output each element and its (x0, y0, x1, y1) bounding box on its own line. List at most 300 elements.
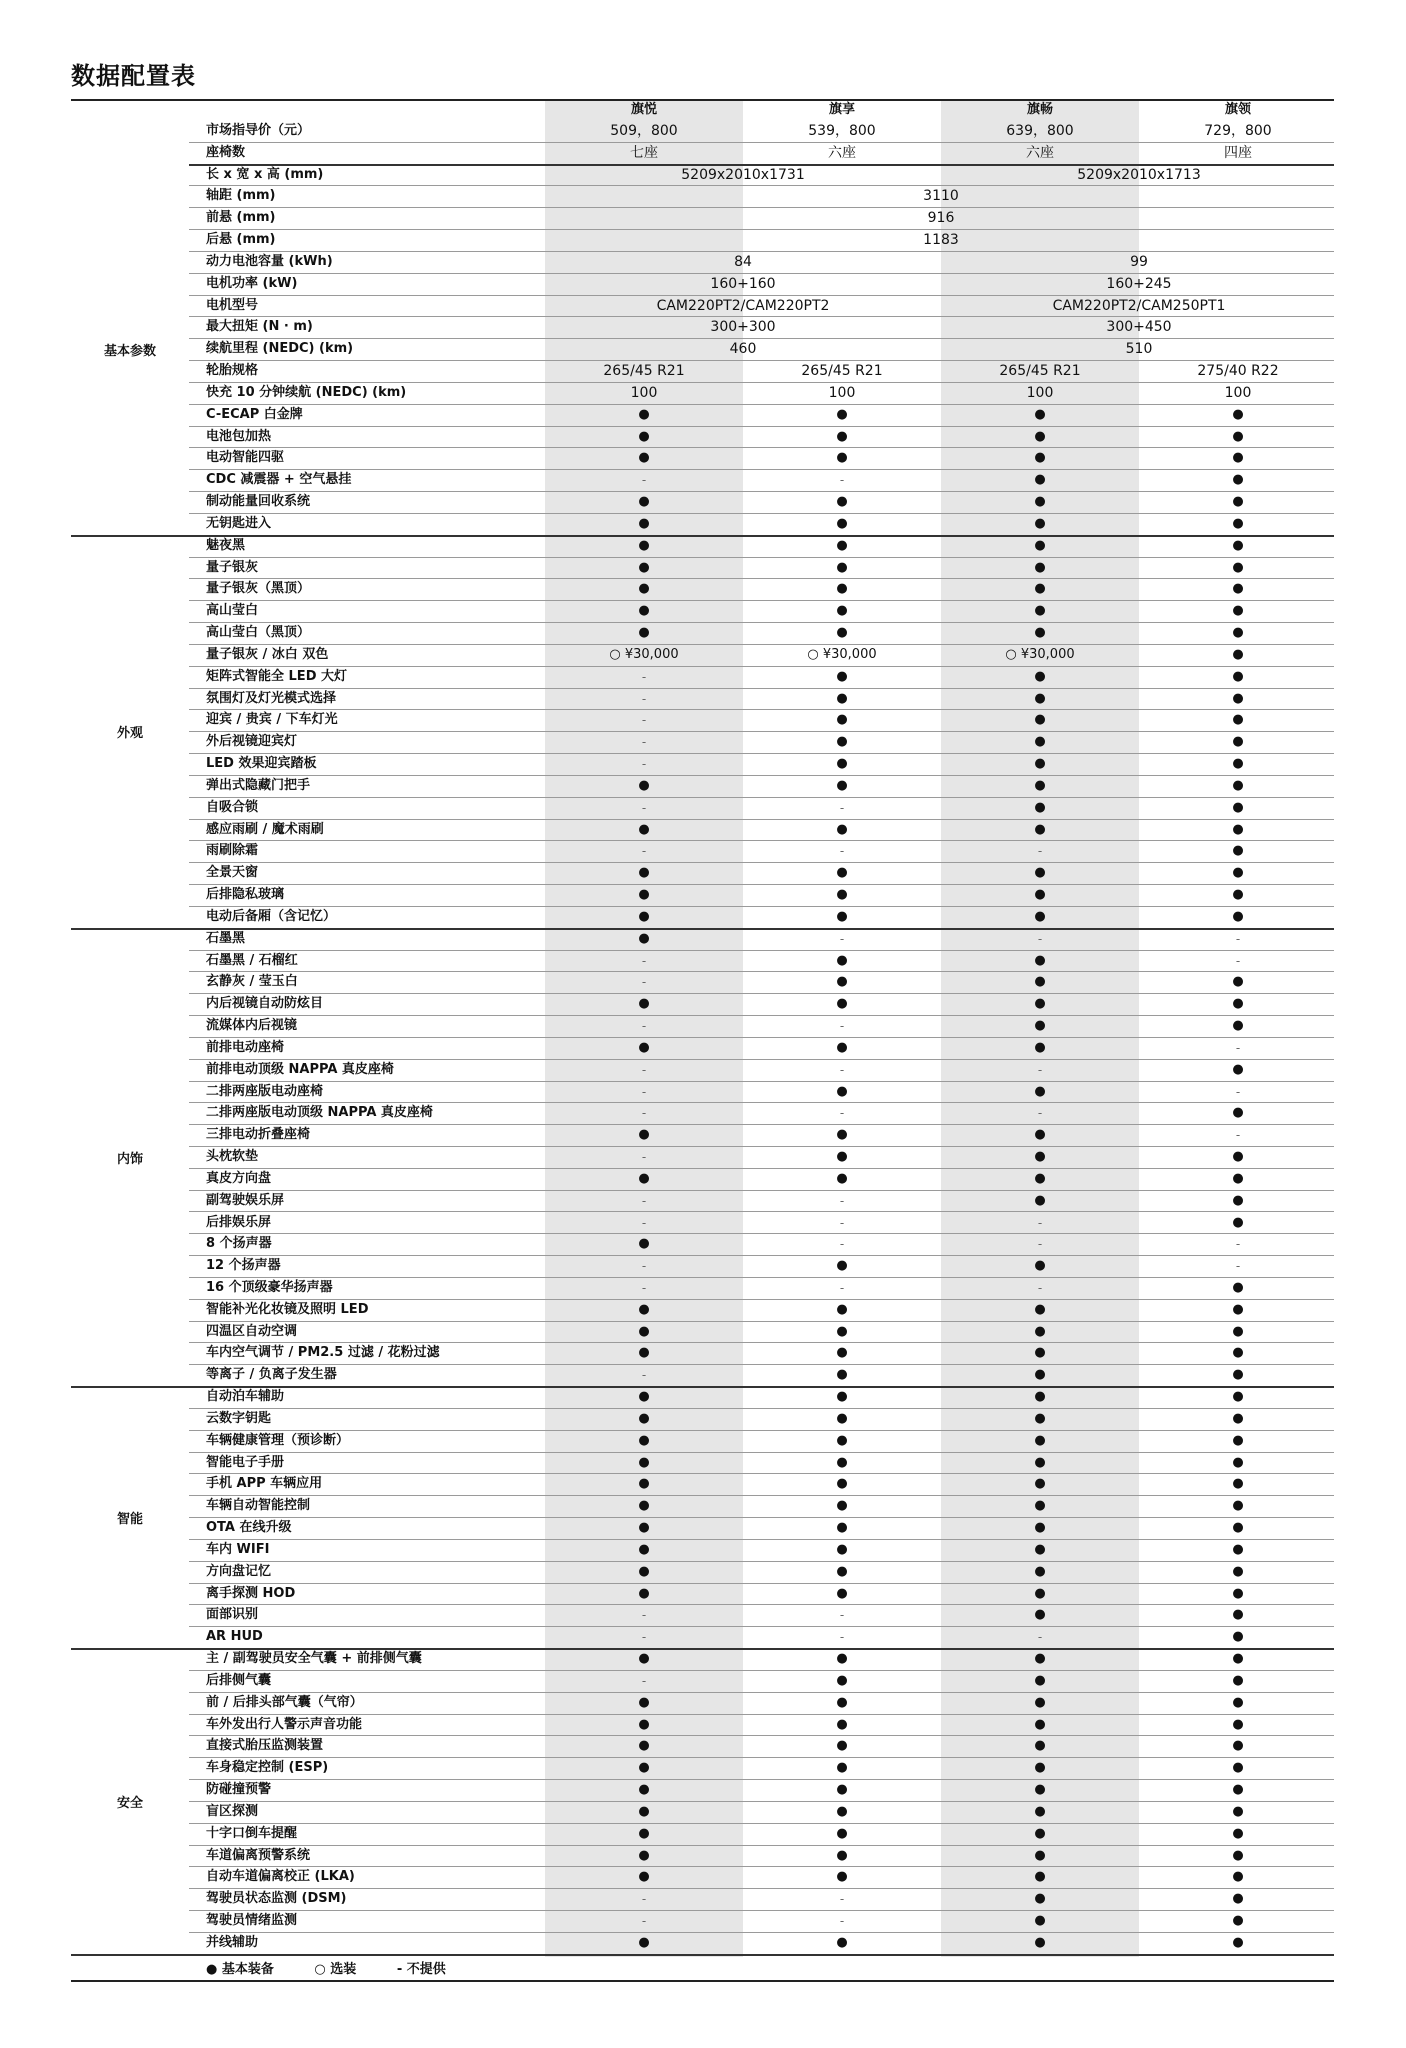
table-row (189, 185, 1334, 208)
row-label: C-ECAP 白金牌 (206, 406, 303, 422)
table-cell: - (641, 1106, 647, 1121)
row-label: 弹出式隐藏门把手 (206, 777, 311, 793)
section-label: 外观 (116, 726, 143, 742)
table-cell: ● (1034, 756, 1046, 772)
row-label: 快充 10 分钟续航 (NEDC) (km) (206, 384, 407, 400)
row-label: 轮胎规格 (206, 363, 259, 379)
table-row (189, 426, 1334, 449)
table-cell: ● (638, 625, 650, 641)
table-cell: 5209x2010x1713 (1077, 166, 1201, 183)
table-cell: - (641, 669, 647, 684)
table-cell: - (641, 473, 647, 488)
table-cell: - (839, 1892, 845, 1907)
table-cell: ● (1034, 1367, 1046, 1383)
table-cell: 639，800 (1006, 123, 1074, 139)
section-label: 基本参数 (103, 344, 156, 360)
table-cell: ● (638, 887, 650, 903)
table-row (189, 1102, 1334, 1125)
row-label: 智能电子手册 (206, 1454, 285, 1470)
table-cell: ● (1034, 1083, 1046, 1099)
table-cell: ● (638, 1323, 650, 1339)
table-cell: ● (1232, 1192, 1244, 1208)
table-row (189, 993, 1334, 1016)
table-cell: ● (1034, 1345, 1046, 1361)
row-label: 无钥匙进入 (206, 515, 272, 531)
table-cell: ● (1034, 1825, 1046, 1841)
table-cell: - (641, 1368, 647, 1383)
table-cell: ● (1232, 646, 1244, 662)
table-cell: 509，800 (610, 123, 678, 139)
table-cell: ● (836, 1454, 848, 1470)
table-row (189, 1233, 1334, 1256)
row-label: 石墨黑 / 石榴红 (206, 952, 298, 968)
table-cell: 六座 (828, 144, 856, 161)
table-cell: ● (1034, 712, 1046, 728)
table-cell: ● (1232, 1607, 1244, 1623)
row-label: 驾驶员状态监测 (DSM) (206, 1891, 347, 1907)
trim-header: 旗畅 (1026, 102, 1053, 117)
table-cell: - (641, 953, 647, 968)
table-cell: ● (836, 559, 848, 575)
table-cell: ● (1034, 1520, 1046, 1536)
legend (206, 1958, 482, 1977)
table-cell: ● (1034, 1913, 1046, 1929)
row-label: 主 / 副驾驶员安全气囊 + 前排侧气囊 (206, 1651, 422, 1667)
table-cell: ● (1232, 1694, 1244, 1710)
row-label: 最大扭矩 (N · m) (206, 319, 313, 335)
table-cell: ● (638, 1410, 650, 1426)
table-row (189, 971, 1334, 994)
table-cell: 300+300 (710, 319, 776, 336)
table-cell: - (641, 713, 647, 728)
table-row (189, 535, 1334, 558)
table-row (189, 1561, 1334, 1584)
table-cell: 99 (1130, 253, 1148, 270)
table-cell: ● (1034, 625, 1046, 641)
table-cell: ● (1034, 1039, 1046, 1055)
table-cell: ● (638, 1738, 650, 1754)
table-cell: ● (1034, 1891, 1046, 1907)
table-cell: ● (1034, 406, 1046, 422)
table-cell: ● (1034, 1563, 1046, 1579)
table-cell: 100 (1026, 384, 1054, 401)
table-cell: ● (1232, 1279, 1244, 1295)
table-cell: ● (638, 1127, 650, 1143)
row-label: 等离子 / 负离子发生器 (206, 1367, 337, 1383)
table-row (189, 360, 1334, 383)
row-label: 市场指导价（元） (206, 123, 311, 138)
table-cell: - (1235, 1084, 1241, 1099)
table-row (189, 207, 1334, 230)
row-label: 后排隐私玻璃 (206, 887, 285, 903)
table-cell: 265/45 R21 (801, 363, 883, 380)
table-cell: ● (1034, 1498, 1046, 1514)
table-cell: - (1037, 1630, 1043, 1645)
legend-optional: ○ 选装 (314, 1962, 357, 1977)
table-cell: ● (836, 428, 848, 444)
table-cell: ● (1034, 1389, 1046, 1405)
table-cell: ● (836, 756, 848, 772)
row-label: 外后视镜迎宾灯 (206, 734, 298, 750)
section-block (71, 1386, 189, 1650)
table-cell: ● (638, 581, 650, 597)
table-cell: ● (1034, 450, 1046, 466)
table-cell: ● (1034, 1476, 1046, 1492)
table-cell: ● (836, 1782, 848, 1798)
table-cell: 1183 (923, 232, 959, 249)
table-cell: - (641, 1062, 647, 1077)
table-cell: ● (836, 1760, 848, 1776)
table-cell: - (641, 691, 647, 706)
table-cell: ● (836, 1651, 848, 1667)
table-cell: ● (1034, 1432, 1046, 1448)
table-cell: - (839, 1062, 845, 1077)
table-cell: 5209x2010x1731 (681, 166, 805, 183)
table-cell: ● (836, 1803, 848, 1819)
section-block (71, 164, 189, 537)
row-label: 盲区探测 (206, 1803, 259, 1819)
table-cell: ● (836, 1672, 848, 1688)
row-label: AR HUD (206, 1629, 263, 1645)
table-cell: - (1037, 1215, 1043, 1230)
table-cell: ● (1034, 908, 1046, 924)
table-cell: ● (1034, 1301, 1046, 1317)
table-cell: ● (1034, 734, 1046, 750)
table-cell: ● (1232, 1105, 1244, 1121)
section-block (71, 928, 189, 1388)
table-cell: ● (1232, 1149, 1244, 1164)
table-cell: - (839, 1193, 845, 1208)
table-cell: ● (836, 1170, 848, 1186)
table-row (189, 1692, 1334, 1715)
row-label: 电动后备厢（含记忆） (206, 908, 337, 924)
table-cell: ● (1232, 734, 1244, 750)
row-label: 车内空气调节 / PM2.5 过滤 / 花粉过滤 (206, 1345, 440, 1361)
table-row (189, 164, 1334, 187)
table-row (189, 688, 1334, 711)
table-row (189, 1779, 1334, 1802)
table-cell: ● (1232, 1323, 1244, 1339)
trim-header: 旗领 (1224, 102, 1251, 117)
table-cell: ● (1034, 1018, 1046, 1034)
table-cell: ● (638, 1432, 650, 1448)
table-cell: 539，800 (808, 123, 876, 139)
table-cell: ● (1232, 974, 1244, 990)
table-row (189, 338, 1334, 361)
row-label: 电机型号 (206, 297, 259, 313)
table-cell: ● (1034, 1803, 1046, 1819)
table-cell: - (839, 931, 845, 946)
table-cell: ● (1034, 1410, 1046, 1426)
row-label: 方向盘记忆 (206, 1563, 272, 1579)
row-label: 雨刷除霜 (206, 843, 259, 859)
table-cell: ● (1232, 1760, 1244, 1776)
table-cell: ● (1232, 1825, 1244, 1841)
row-label: 续航里程 (NEDC) (km) (206, 341, 354, 357)
table-cell: ● (638, 1694, 650, 1710)
table-cell: ● (1232, 1803, 1244, 1819)
table-cell: ● (638, 1847, 650, 1863)
table-row (189, 1168, 1334, 1191)
table-cell: ● (638, 1760, 650, 1776)
section-block (71, 535, 189, 930)
table-cell: ● (1034, 1585, 1046, 1601)
table-cell: ● (836, 1520, 848, 1536)
row-label: 量子银灰（黑顶） (206, 581, 311, 597)
table-cell: ● (1034, 952, 1046, 968)
table-cell: ● (1232, 1367, 1244, 1383)
table-cell: - (641, 1914, 647, 1929)
table-cell: ● (638, 1039, 650, 1055)
table-cell: ● (836, 1476, 848, 1492)
table-cell: ● (836, 777, 848, 793)
table-row (189, 1539, 1334, 1562)
table-cell: CAM220PT2/CAM220PT2 (656, 297, 830, 314)
table-cell: ● (1034, 559, 1046, 575)
row-label: 制动能量回收系统 (206, 494, 311, 510)
row-label: 迎宾 / 贵宾 / 下车灯光 (206, 712, 338, 728)
row-label: 三排电动折叠座椅 (206, 1127, 311, 1143)
table-cell: ● (836, 537, 848, 553)
table-row (189, 513, 1334, 537)
table-row (189, 753, 1334, 776)
table-cell: ● (1232, 668, 1244, 684)
table-row (189, 1037, 1334, 1060)
row-label: 离手探测 HOD (206, 1585, 296, 1601)
table-cell: ● (1232, 1520, 1244, 1536)
row-label: 二排两座版电动座椅 (206, 1083, 324, 1099)
table-cell: ● (1034, 668, 1046, 684)
table-cell: ● (836, 603, 848, 619)
table-cell: ● (638, 821, 650, 837)
table-cell: ● (638, 1454, 650, 1470)
table-row (189, 382, 1334, 405)
table-cell: ● (836, 494, 848, 510)
table-cell: 510 (1125, 341, 1153, 358)
table-cell: - (1235, 1237, 1241, 1252)
table-cell: ● (836, 821, 848, 837)
table-cell: ● (836, 1694, 848, 1710)
row-label: 真皮方向盘 (206, 1170, 272, 1186)
row-label: 并线辅助 (206, 1934, 259, 1950)
table-cell: - (641, 1193, 647, 1208)
table-cell: ● (1232, 690, 1244, 706)
table-cell: - (839, 1608, 845, 1623)
table-row (189, 731, 1334, 754)
table-cell: ● (638, 1716, 650, 1732)
table-row (189, 578, 1334, 601)
table-cell: ● (1232, 1541, 1244, 1557)
table-row (189, 840, 1334, 863)
table-cell: - (839, 1237, 845, 1252)
table-cell: ● (1232, 1847, 1244, 1863)
table-row (189, 1452, 1334, 1475)
table-cell: ● (836, 581, 848, 597)
table-row (189, 797, 1334, 820)
table-row (189, 1342, 1334, 1365)
table-cell: ● (1232, 843, 1244, 859)
table-cell: ● (836, 1258, 848, 1274)
table-cell: ● (1232, 1410, 1244, 1426)
row-label: 长 x 宽 x 高 (mm) (206, 166, 324, 182)
table-row (189, 1670, 1334, 1693)
table-cell: ● (1232, 494, 1244, 510)
table-cell: ● (1034, 1760, 1046, 1776)
row-label: 云数字钥匙 (206, 1410, 272, 1426)
table-row (189, 273, 1334, 296)
row-label: 前排电动顶级 NAPPA 真皮座椅 (206, 1061, 394, 1077)
table-cell: ● (1232, 1301, 1244, 1317)
row-label: 高山莹白 (206, 603, 259, 619)
table-cell: ● (836, 515, 848, 531)
table-cell: - (641, 1259, 647, 1274)
table-row (189, 1495, 1334, 1518)
row-label: 魅夜黑 (206, 537, 246, 553)
section-block (71, 1648, 189, 1956)
table-cell: ● (1034, 1170, 1046, 1186)
table-row (189, 1059, 1334, 1082)
row-label: 动力电池容量 (kWh) (206, 253, 333, 269)
table-cell: CAM220PT2/CAM250PT1 (1052, 297, 1226, 314)
table-row (189, 447, 1334, 470)
table-cell: - (1235, 953, 1241, 968)
table-cell: ● (1232, 537, 1244, 553)
table-cell: ● (1034, 1651, 1046, 1667)
table-cell: - (641, 844, 647, 859)
row-label: 面部识别 (206, 1607, 259, 1623)
table-cell: ● (1034, 887, 1046, 903)
row-label: 智能补光化妆镜及照明 LED (206, 1301, 369, 1317)
table-cell: ● (836, 952, 848, 968)
table-cell: ● (638, 1651, 650, 1667)
section-label: 智能 (116, 1512, 143, 1528)
table-cell: - (839, 1630, 845, 1645)
table-cell: - (839, 1106, 845, 1121)
row-label: 12 个扬声器 (206, 1258, 281, 1274)
row-label: 量子银灰 / 冰白 双色 (206, 646, 329, 662)
table-row (189, 819, 1334, 842)
row-label: 氛围灯及灯光模式选择 (206, 690, 337, 706)
table-cell: - (839, 473, 845, 488)
table-cell: ● (836, 450, 848, 466)
table-cell: - (839, 844, 845, 859)
table-cell: ● (836, 1323, 848, 1339)
table-cell: 100 (828, 384, 856, 401)
table-row (189, 644, 1334, 667)
table-cell: 六座 (1026, 144, 1054, 161)
row-label: 高山莹白（黑顶） (206, 625, 311, 641)
table-cell: ● (836, 1585, 848, 1601)
table-cell: ● (638, 908, 650, 924)
row-label: 自动泊车辅助 (206, 1389, 285, 1405)
table-row (189, 1408, 1334, 1431)
table-cell: ○ ¥30,000 (807, 646, 877, 662)
table-row (189, 906, 1334, 930)
table-cell: ● (1034, 581, 1046, 597)
table-cell: ● (836, 1149, 848, 1164)
table-cell: ● (638, 1170, 650, 1186)
row-label: CDC 减震器 + 空气悬挂 (206, 472, 352, 488)
table-cell: 四座 (1224, 144, 1252, 161)
table-cell: ● (836, 1563, 848, 1579)
table-cell: ● (638, 1345, 650, 1361)
row-label: 前排电动座椅 (206, 1039, 285, 1055)
row-label: 后排侧气囊 (206, 1672, 272, 1688)
row-label: 二排两座版电动顶级 NAPPA 真皮座椅 (206, 1105, 433, 1121)
table-cell: ● (1232, 1869, 1244, 1885)
table-cell: 七座 (630, 144, 658, 161)
table-cell: ● (836, 1039, 848, 1055)
table-cell: ● (1232, 1345, 1244, 1361)
table-cell: - (641, 735, 647, 750)
table-row (189, 120, 1334, 143)
table-row (189, 1386, 1334, 1409)
table-cell: ● (638, 865, 650, 881)
table-cell: 729，800 (1204, 123, 1272, 139)
row-label: 轴距 (mm) (206, 188, 276, 204)
table-cell: ● (1232, 777, 1244, 793)
row-label: 头枕软垫 (206, 1149, 259, 1164)
table-cell: ● (1034, 1672, 1046, 1688)
table-cell: ● (1232, 406, 1244, 422)
table-cell: ● (638, 996, 650, 1012)
table-cell: ● (1232, 1454, 1244, 1470)
table-row (189, 1255, 1334, 1278)
row-label: 后悬 (mm) (206, 232, 276, 248)
table-row (189, 295, 1334, 318)
table-cell: ● (1232, 887, 1244, 903)
row-label: 车辆自动智能控制 (206, 1498, 311, 1514)
table-row (189, 1714, 1334, 1737)
table-cell: ● (638, 1301, 650, 1317)
table-cell: 265/45 R21 (999, 363, 1081, 380)
table-row (189, 1801, 1334, 1824)
table-cell: - (1037, 931, 1043, 946)
table-row (189, 1517, 1334, 1540)
table-cell: ● (1232, 1214, 1244, 1230)
table-cell: ● (836, 1127, 848, 1143)
table-cell: - (641, 1150, 647, 1164)
table-cell: - (1037, 1106, 1043, 1121)
table-row (189, 1604, 1334, 1627)
table-cell: ● (1232, 1651, 1244, 1667)
table-row (189, 251, 1334, 274)
table-cell: - (1037, 844, 1043, 859)
table-cell: 3110 (923, 188, 959, 205)
row-label: 量子银灰 (206, 559, 259, 575)
table-cell: ● (638, 1498, 650, 1514)
table-row (189, 1910, 1334, 1933)
table-row (189, 1190, 1334, 1213)
table-cell: ● (1034, 865, 1046, 881)
table-cell: ● (1232, 1498, 1244, 1514)
table-cell: ● (638, 406, 650, 422)
table-cell: 160+160 (710, 275, 776, 292)
table-cell: ● (638, 1934, 650, 1950)
row-label: 电池包加热 (206, 428, 272, 444)
table-row (189, 491, 1334, 514)
table-cell: ● (836, 690, 848, 706)
table-cell: - (641, 1280, 647, 1295)
table-cell: - (1235, 1259, 1241, 1274)
table-cell: ● (836, 1869, 848, 1885)
table-row (189, 142, 1334, 166)
table-cell: ● (1232, 1782, 1244, 1798)
table-cell: ● (836, 996, 848, 1012)
table-cell: ● (1034, 1782, 1046, 1798)
table-row (189, 666, 1334, 689)
table-cell: ● (836, 1934, 848, 1950)
